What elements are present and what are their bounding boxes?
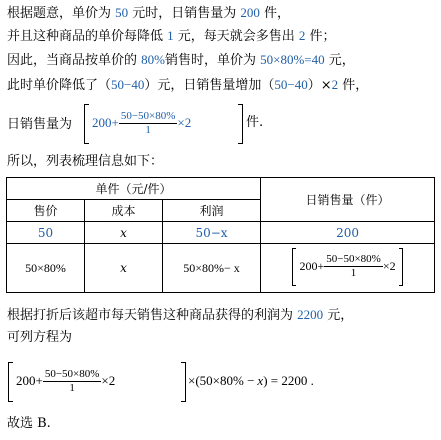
right-bracket (181, 362, 186, 402)
text-seg: ）× (307, 78, 332, 93)
equation-tail (188, 372, 314, 390)
left-bracket (292, 248, 296, 286)
info-table (6, 177, 435, 293)
text-seg: 件； (305, 29, 336, 44)
text-seg: 元，每天就会多售出 (173, 29, 299, 44)
number: 50−40 (274, 77, 308, 92)
table-cell: 200 (261, 222, 435, 244)
right-bracket (399, 248, 403, 286)
table-cell: x (85, 222, 163, 244)
text-seg: 销售时，单价为 (164, 53, 261, 68)
text-seg: 根据打折后该超市每天销售这种商品获得的利润为 (7, 308, 298, 323)
table-header-sales: 日销售量（件） (261, 178, 435, 222)
number: 50−40 (111, 77, 145, 92)
text-seg: 可列方程为 (7, 330, 73, 345)
number: ×2 (177, 115, 192, 130)
text-seg: ×(50×80% − (188, 373, 255, 388)
text-seg: 故选 B. (7, 416, 51, 431)
table-cell: 50×80%− x (163, 244, 261, 293)
text-line-5-end (246, 114, 263, 132)
number: 200 (240, 5, 260, 20)
table-header-cost: 成本 (85, 200, 163, 222)
table-cell: 50×80% (7, 244, 85, 293)
number: 80% (141, 52, 165, 67)
fraction-denominator: 1 (145, 123, 151, 136)
text-seg: 此时单价降低了（ (7, 78, 112, 93)
number: 200+ (16, 373, 43, 388)
text-seg: 因此，当商品按单价的 (7, 53, 142, 68)
number: 2 (331, 77, 339, 92)
fraction (324, 253, 383, 280)
fraction (119, 110, 178, 137)
fraction-numerator: 50−50×80% (44, 367, 100, 380)
fraction (43, 368, 102, 395)
text-seg: 根据题意，单价为 (7, 6, 116, 21)
number: ×2 (101, 373, 116, 388)
table-row (7, 222, 435, 244)
sales-expression (292, 248, 402, 286)
intro-line (7, 153, 163, 171)
number: 200+ (92, 115, 119, 130)
equation (16, 362, 115, 400)
text-line-6 (7, 306, 353, 325)
number: 200+ (299, 259, 325, 273)
text-line-4 (7, 76, 368, 95)
table-row (7, 244, 435, 293)
number: ×2 (382, 259, 396, 273)
text-seg: ）元，日销售量增加（ (144, 78, 275, 93)
table-cell (261, 244, 435, 293)
number: 2 (298, 28, 306, 43)
text-seg: 件， (338, 78, 369, 93)
text-line-5 (7, 106, 72, 144)
bracket-expression-1 (92, 104, 191, 142)
text-line-7 (7, 329, 72, 347)
text-line-1 (7, 4, 290, 23)
text-seg: 元时，日销售量为 (128, 6, 241, 21)
text-line-3 (7, 51, 355, 70)
table-cell: 50−x (163, 222, 261, 244)
left-bracket (84, 104, 89, 144)
text-seg: 件， (259, 6, 291, 21)
fraction-numerator: 50−50×80% (326, 253, 381, 265)
answer-line (7, 415, 51, 433)
text-seg: 日销售量为 (7, 117, 73, 132)
text-seg: 元， (324, 53, 355, 68)
number: 50 (115, 5, 129, 20)
number: 50×80%=40 (260, 52, 325, 67)
right-bracket (238, 104, 243, 144)
text-seg: 并且这种商品的单价每降低 (7, 29, 168, 44)
fraction-denominator: 1 (69, 381, 75, 394)
table-header-profit: 利润 (163, 200, 261, 222)
left-bracket (8, 362, 13, 402)
text-seg: 元， (323, 308, 354, 323)
number: 2200 (297, 307, 324, 322)
fraction-numerator: 50−50×80% (120, 109, 176, 122)
table-cell: 50 (7, 222, 85, 244)
text-seg: ) = 2200 . (263, 373, 314, 388)
table-cell: x (85, 244, 163, 293)
text-seg: 件. (246, 115, 264, 130)
text-seg: 所以，列表梳理信息如下： (7, 154, 164, 169)
variable: x (257, 373, 264, 388)
table-header-price: 售价 (7, 200, 85, 222)
text-line-2 (7, 27, 336, 46)
table-header-group: 单件（元/件） (7, 178, 261, 200)
fraction-denominator: 1 (350, 267, 357, 279)
number: 1 (167, 28, 174, 43)
